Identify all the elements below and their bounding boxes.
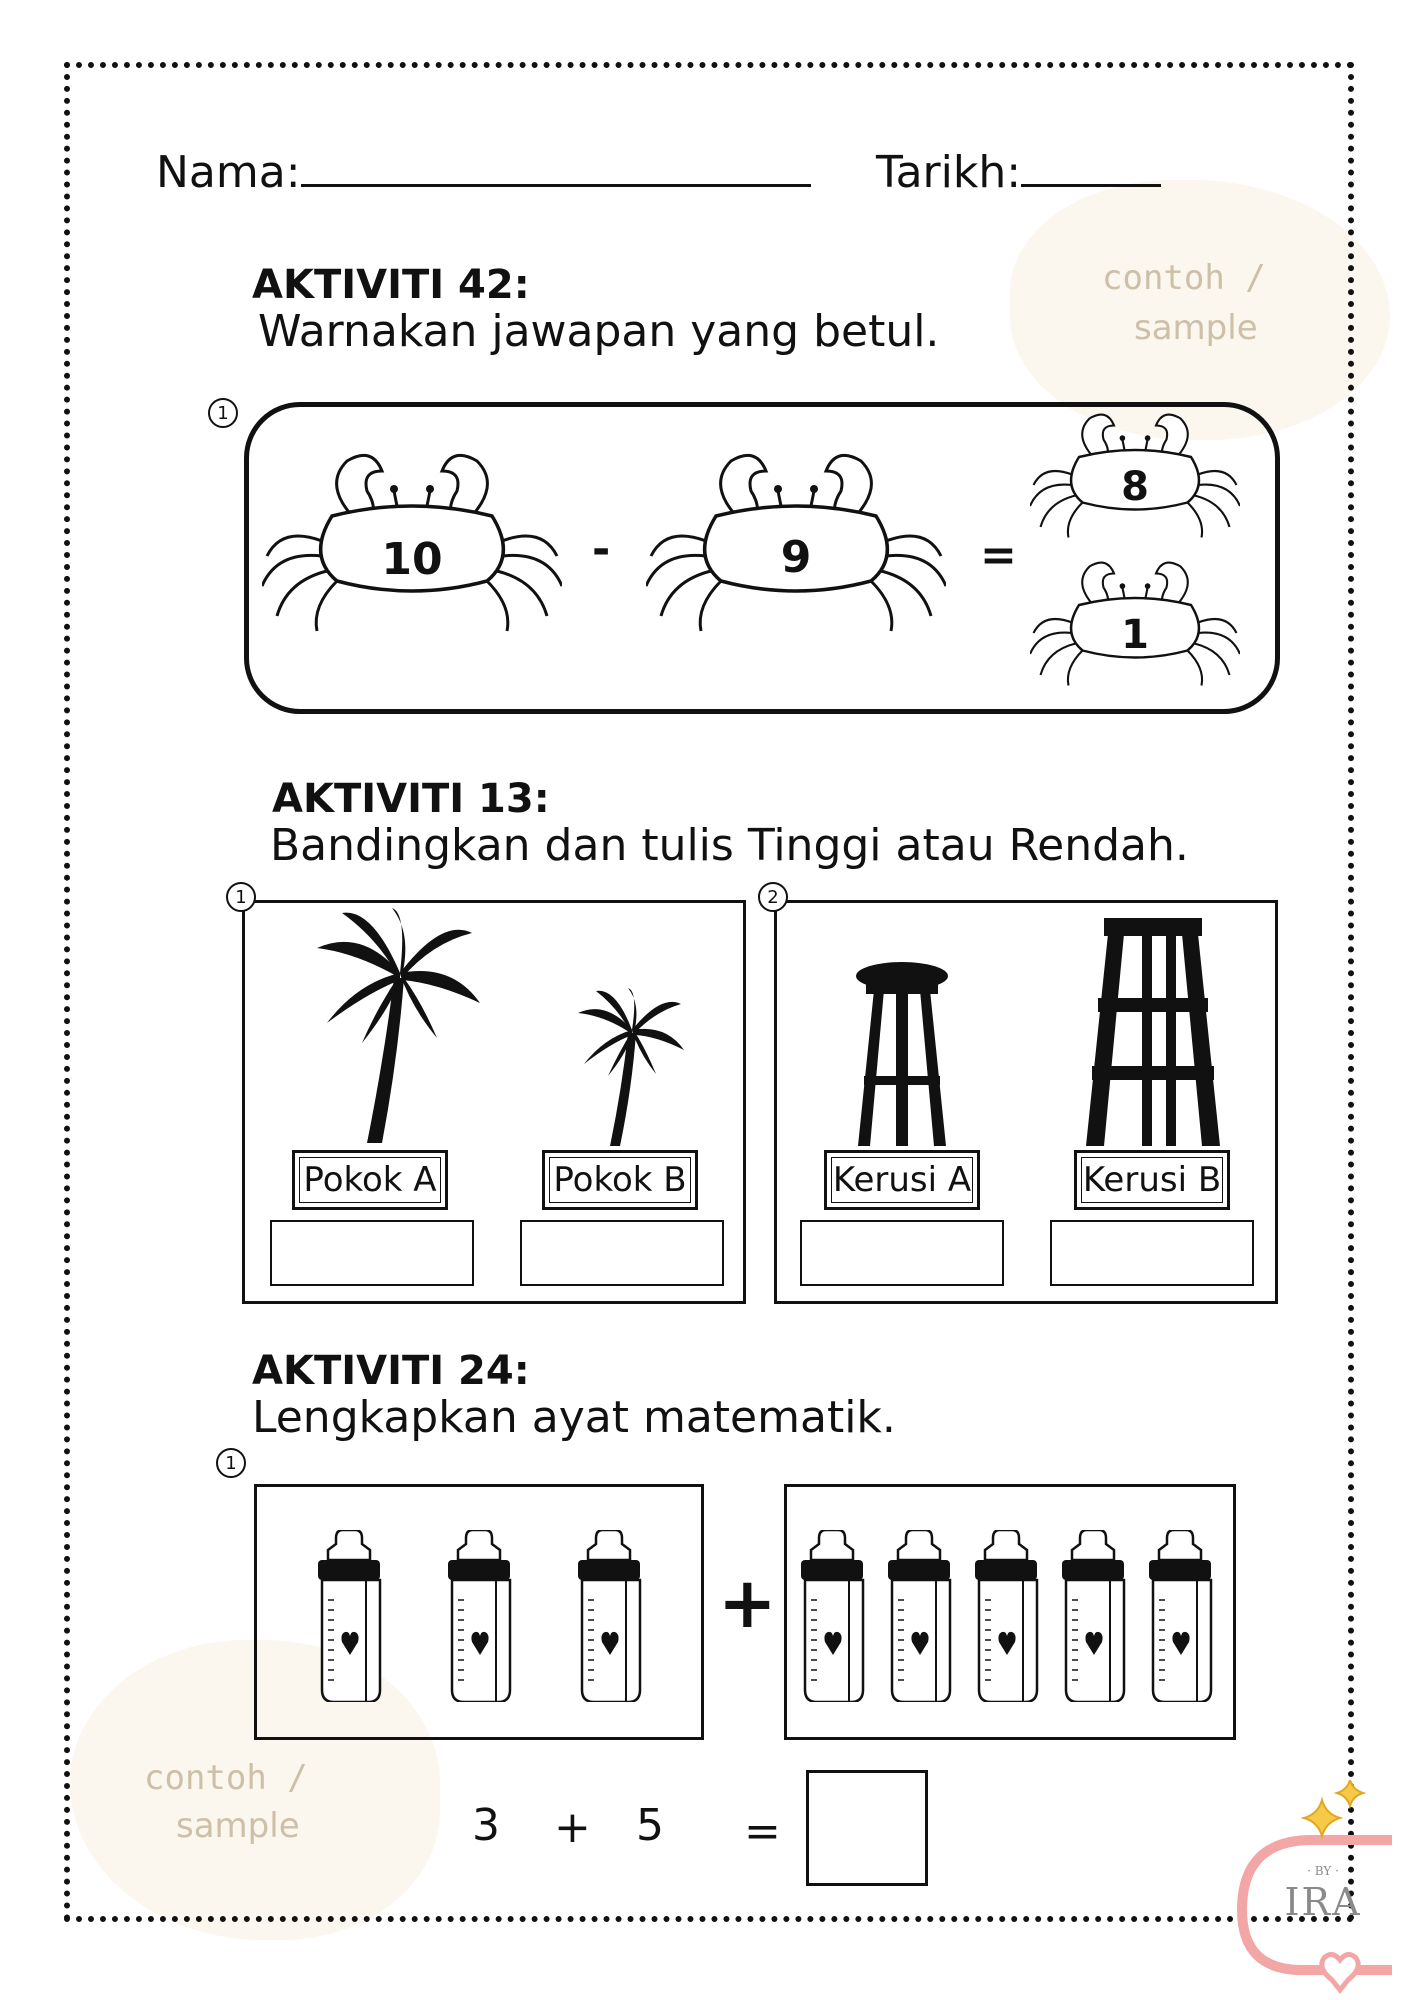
plus-operator: + bbox=[718, 1562, 777, 1644]
watermark-text-top-1: contoh / bbox=[1102, 258, 1266, 298]
answer-box-kerusi-a[interactable] bbox=[800, 1220, 1004, 1286]
equation-op: + bbox=[554, 1802, 591, 1853]
left-bottle-icon bbox=[444, 1530, 514, 1702]
answer-box-pokok-b[interactable] bbox=[520, 1220, 724, 1286]
label-pokok-a: Pokok A bbox=[292, 1150, 448, 1210]
bottles-right-container bbox=[784, 1484, 1236, 1740]
right-bottle-icon bbox=[1145, 1530, 1215, 1702]
activity-13-title: AKTIVITI 13: bbox=[272, 776, 550, 822]
date-blank[interactable] bbox=[1021, 140, 1161, 187]
equation-b: 5 bbox=[636, 1800, 664, 1851]
crab-option-2-value: 1 bbox=[1121, 612, 1149, 658]
label-kerusi-a: Kerusi A bbox=[824, 1150, 980, 1210]
label-kerusi-b: Kerusi B bbox=[1074, 1150, 1230, 1210]
minus-operator: - bbox=[592, 524, 611, 575]
activity-13-instruction: Bandingkan dan tulis Tinggi atau Rendah. bbox=[270, 820, 1189, 871]
equation-equals: = bbox=[744, 1806, 781, 1857]
equals-operator: = bbox=[980, 530, 1017, 581]
name-label: Nama: bbox=[156, 147, 301, 198]
activity-42-instruction: Warnakan jawapan yang betul. bbox=[258, 306, 940, 357]
left-bottle-icon bbox=[574, 1530, 644, 1702]
right-bottle-icon bbox=[797, 1530, 867, 1702]
palm-tree-tall-icon bbox=[312, 908, 482, 1148]
date-label: Tarikh: bbox=[876, 147, 1022, 198]
right-bottle-icon bbox=[971, 1530, 1041, 1702]
activity-42-question-number: 1 bbox=[208, 398, 238, 428]
palm-tree-short-icon bbox=[576, 988, 686, 1148]
activity-42-title: AKTIVITI 42: bbox=[252, 262, 530, 308]
crab-right-value: 9 bbox=[780, 532, 812, 583]
activity-24-title: AKTIVITI 24: bbox=[252, 1348, 530, 1394]
watermark-text-top-2: sample bbox=[1134, 308, 1258, 348]
stool-tall-icon bbox=[1086, 918, 1220, 1148]
activity-24-question-number: 1 bbox=[216, 1448, 246, 1478]
crab-left-value: 10 bbox=[381, 534, 443, 585]
answer-box-kerusi-b[interactable] bbox=[1050, 1220, 1254, 1286]
logo-by-text: · BY · bbox=[1307, 1864, 1339, 1878]
right-bottle-icon bbox=[1058, 1530, 1128, 1702]
answer-box-pokok-a[interactable] bbox=[270, 1220, 474, 1286]
compare-panel-1-number: 1 bbox=[226, 882, 256, 912]
watermark-text-bottom-1: contoh / bbox=[144, 1758, 308, 1798]
left-bottle-icon bbox=[314, 1530, 384, 1702]
equation-answer-box[interactable] bbox=[806, 1770, 928, 1886]
equation-a: 3 bbox=[472, 1800, 500, 1851]
stool-short-icon bbox=[852, 960, 952, 1150]
brand-logo bbox=[1222, 1780, 1414, 2000]
name-field bbox=[156, 140, 811, 198]
date-field bbox=[876, 140, 1161, 198]
label-pokok-b: Pokok B bbox=[542, 1150, 698, 1210]
bottles-left-container bbox=[254, 1484, 704, 1740]
right-bottle-icon bbox=[884, 1530, 954, 1702]
name-blank[interactable] bbox=[301, 140, 811, 187]
crab-option-1-value: 8 bbox=[1121, 464, 1149, 510]
watermark-text-bottom-2: sample bbox=[176, 1806, 300, 1846]
logo-name-text: IRA bbox=[1284, 1880, 1362, 1924]
compare-panel-2-number: 2 bbox=[758, 882, 788, 912]
activity-24-instruction: Lengkapkan ayat matematik. bbox=[252, 1392, 896, 1443]
